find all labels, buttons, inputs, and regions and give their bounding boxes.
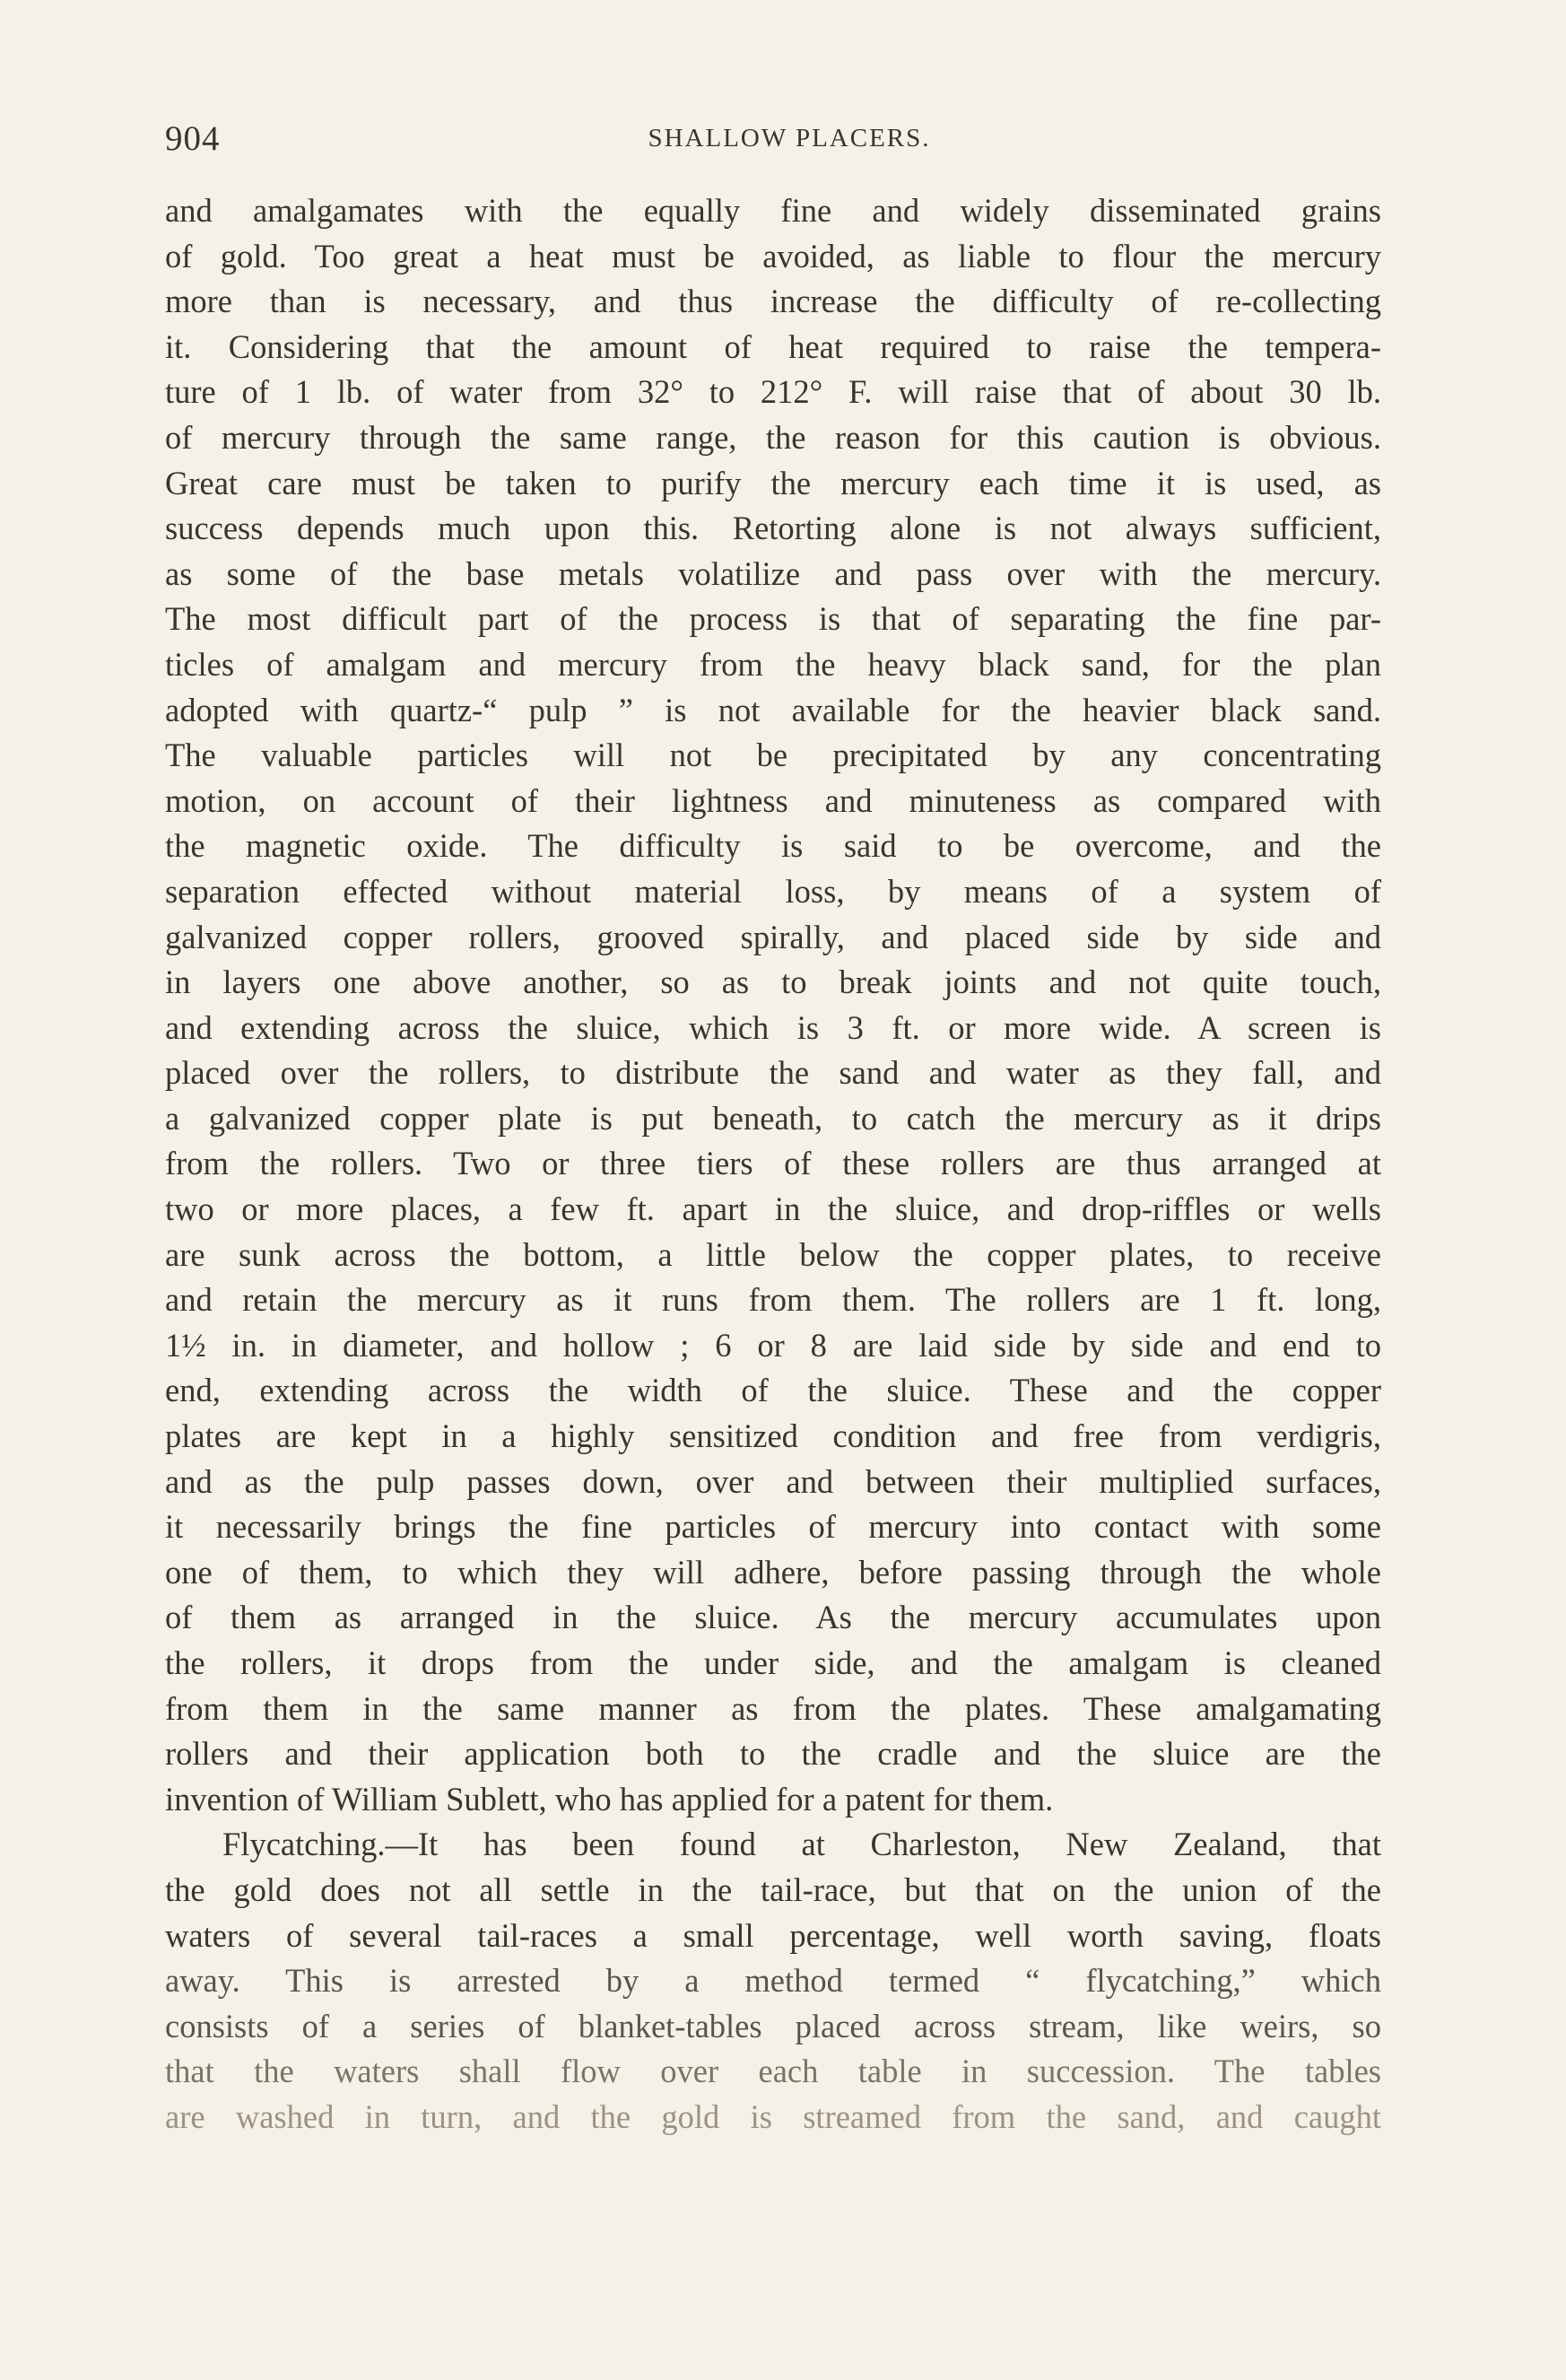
text-line: the gold does not all settle in the tail-race, but that on the union of the — [165, 1870, 1381, 1908]
text-line: rollers and their application both to the cradle and the sluice are the — [165, 1735, 1381, 1773]
text-line: The most difficult part of the process is that of separating the fine par- — [165, 600, 1381, 638]
text-line: ticles of amalgam and mercury from the heavy black sand, for the plan — [165, 645, 1381, 683]
text-line: the magnetic oxide. The difficulty is said to be overcome, and the — [165, 827, 1381, 865]
text-line: galvanized copper rollers, grooved spirally, and placed side by side and — [165, 918, 1381, 955]
text-line: 1½ in. in diameter, and hollow ; 6 or 8 are laid side by side and end to — [165, 1326, 1381, 1364]
text-line: as some of the base metals volatilize and pass over with the mercury. — [165, 554, 1381, 592]
text-line: are sunk across the bottom, a little below the copper plates, to receive — [165, 1235, 1381, 1273]
text-line: of mercury through the same range, the reason for this caution is obvious. — [165, 418, 1381, 456]
text-line: invention of William Sublett, who has applied for a patent for them. — [165, 1780, 1054, 1818]
text-line: and as the pulp passes down, over and between their multiplied surfaces, — [165, 1462, 1381, 1500]
text-line: one of them, to which they will adhere, before passing through the whole — [165, 1553, 1381, 1591]
text-line: from the rollers. Two or three tiers of these rollers are thus arranged at — [165, 1145, 1381, 1182]
body-text — [165, 188, 1381, 2140]
text-line: adopted with quartz-“ pulp ” is not available for the heavier black sand. — [165, 691, 1381, 728]
text-line: plates are kept in a highly sensitized condition and free from verdigris, — [165, 1417, 1381, 1455]
text-line: and amalgamates with the equally fine and widely disseminated grains — [165, 192, 1381, 229]
text-line: The valuable particles will not be precipitated by any concentrating — [165, 737, 1381, 774]
text-line: waters of several tail-races a small percentage, well worth saving, floats — [165, 1916, 1381, 1954]
text-line: in layers one above another, so as to break joints and not quite touch, — [165, 963, 1381, 1001]
text-line: two or more places, a few ft. apart in the sluice, and drop-riffles or wells — [165, 1190, 1381, 1228]
text-line: and extending across the sluice, which is 3 ft. or more wide. A screen is — [165, 1008, 1381, 1046]
text-line: consists of a series of blanket-tables placed across stream, like weirs, so — [165, 2007, 1381, 2044]
text-line: of gold. Too great a heat must be avoided, as liable to flour the mercury — [165, 237, 1381, 275]
text-line: away. This is arrested by a method termed “ flycatching,” which — [165, 1962, 1381, 2000]
text-line: placed over the rollers, to distribute the sand and water as they fall, and — [165, 1054, 1381, 1092]
text-line: motion, on account of their lightness and minuteness as compared with — [165, 781, 1381, 819]
paragraph-start-line: Flycatching.—It has been found at Charleston, New Zealand, that — [222, 1826, 1381, 1863]
text-line: it necessarily brings the fine particles of mercury into contact with some — [165, 1508, 1381, 1546]
text-line: ture of 1 lb. of water from 32° to 212° F. will raise that of about 30 lb. — [165, 373, 1381, 411]
text-line: it. Considering that the amount of heat required to raise the tempera- — [165, 327, 1381, 365]
text-line: more than is necessary, and thus increase the difficulty of re-collecting — [165, 283, 1381, 320]
text-line: a galvanized copper plate is put beneath, to catch the mercury as it drips — [165, 1099, 1381, 1137]
text-line: end, extending across the width of the sluice. These and the copper — [165, 1372, 1381, 1409]
page-number: 904 — [165, 119, 221, 158]
text-line: Great care must be taken to purify the mercury each time it is used, as — [165, 464, 1381, 501]
text-line: of them as arranged in the sluice. As the mercury accumulates upon — [165, 1599, 1381, 1636]
text-line: from them in the same manner as from the plates. These amalgamating — [165, 1689, 1381, 1727]
running-head — [165, 118, 1381, 163]
text-line: and retain the mercury as it runs from them. The rollers are 1 ft. long, — [165, 1281, 1381, 1319]
text-line: success depends much upon this. Retorting alone is not always sufficient, — [165, 510, 1381, 547]
text-line: are washed in turn, and the gold is streamed from the sand, and caught — [165, 2097, 1381, 2135]
running-title: SHALLOW PLACERS. — [648, 124, 931, 153]
text-line: that the waters shall flow over each table in succession. The tables — [165, 2053, 1381, 2090]
text-line: separation effected without material loss, by means of a system of — [165, 872, 1381, 910]
text-line: the rollers, it drops from the under side, and the amalgam is cleaned — [165, 1644, 1381, 1681]
